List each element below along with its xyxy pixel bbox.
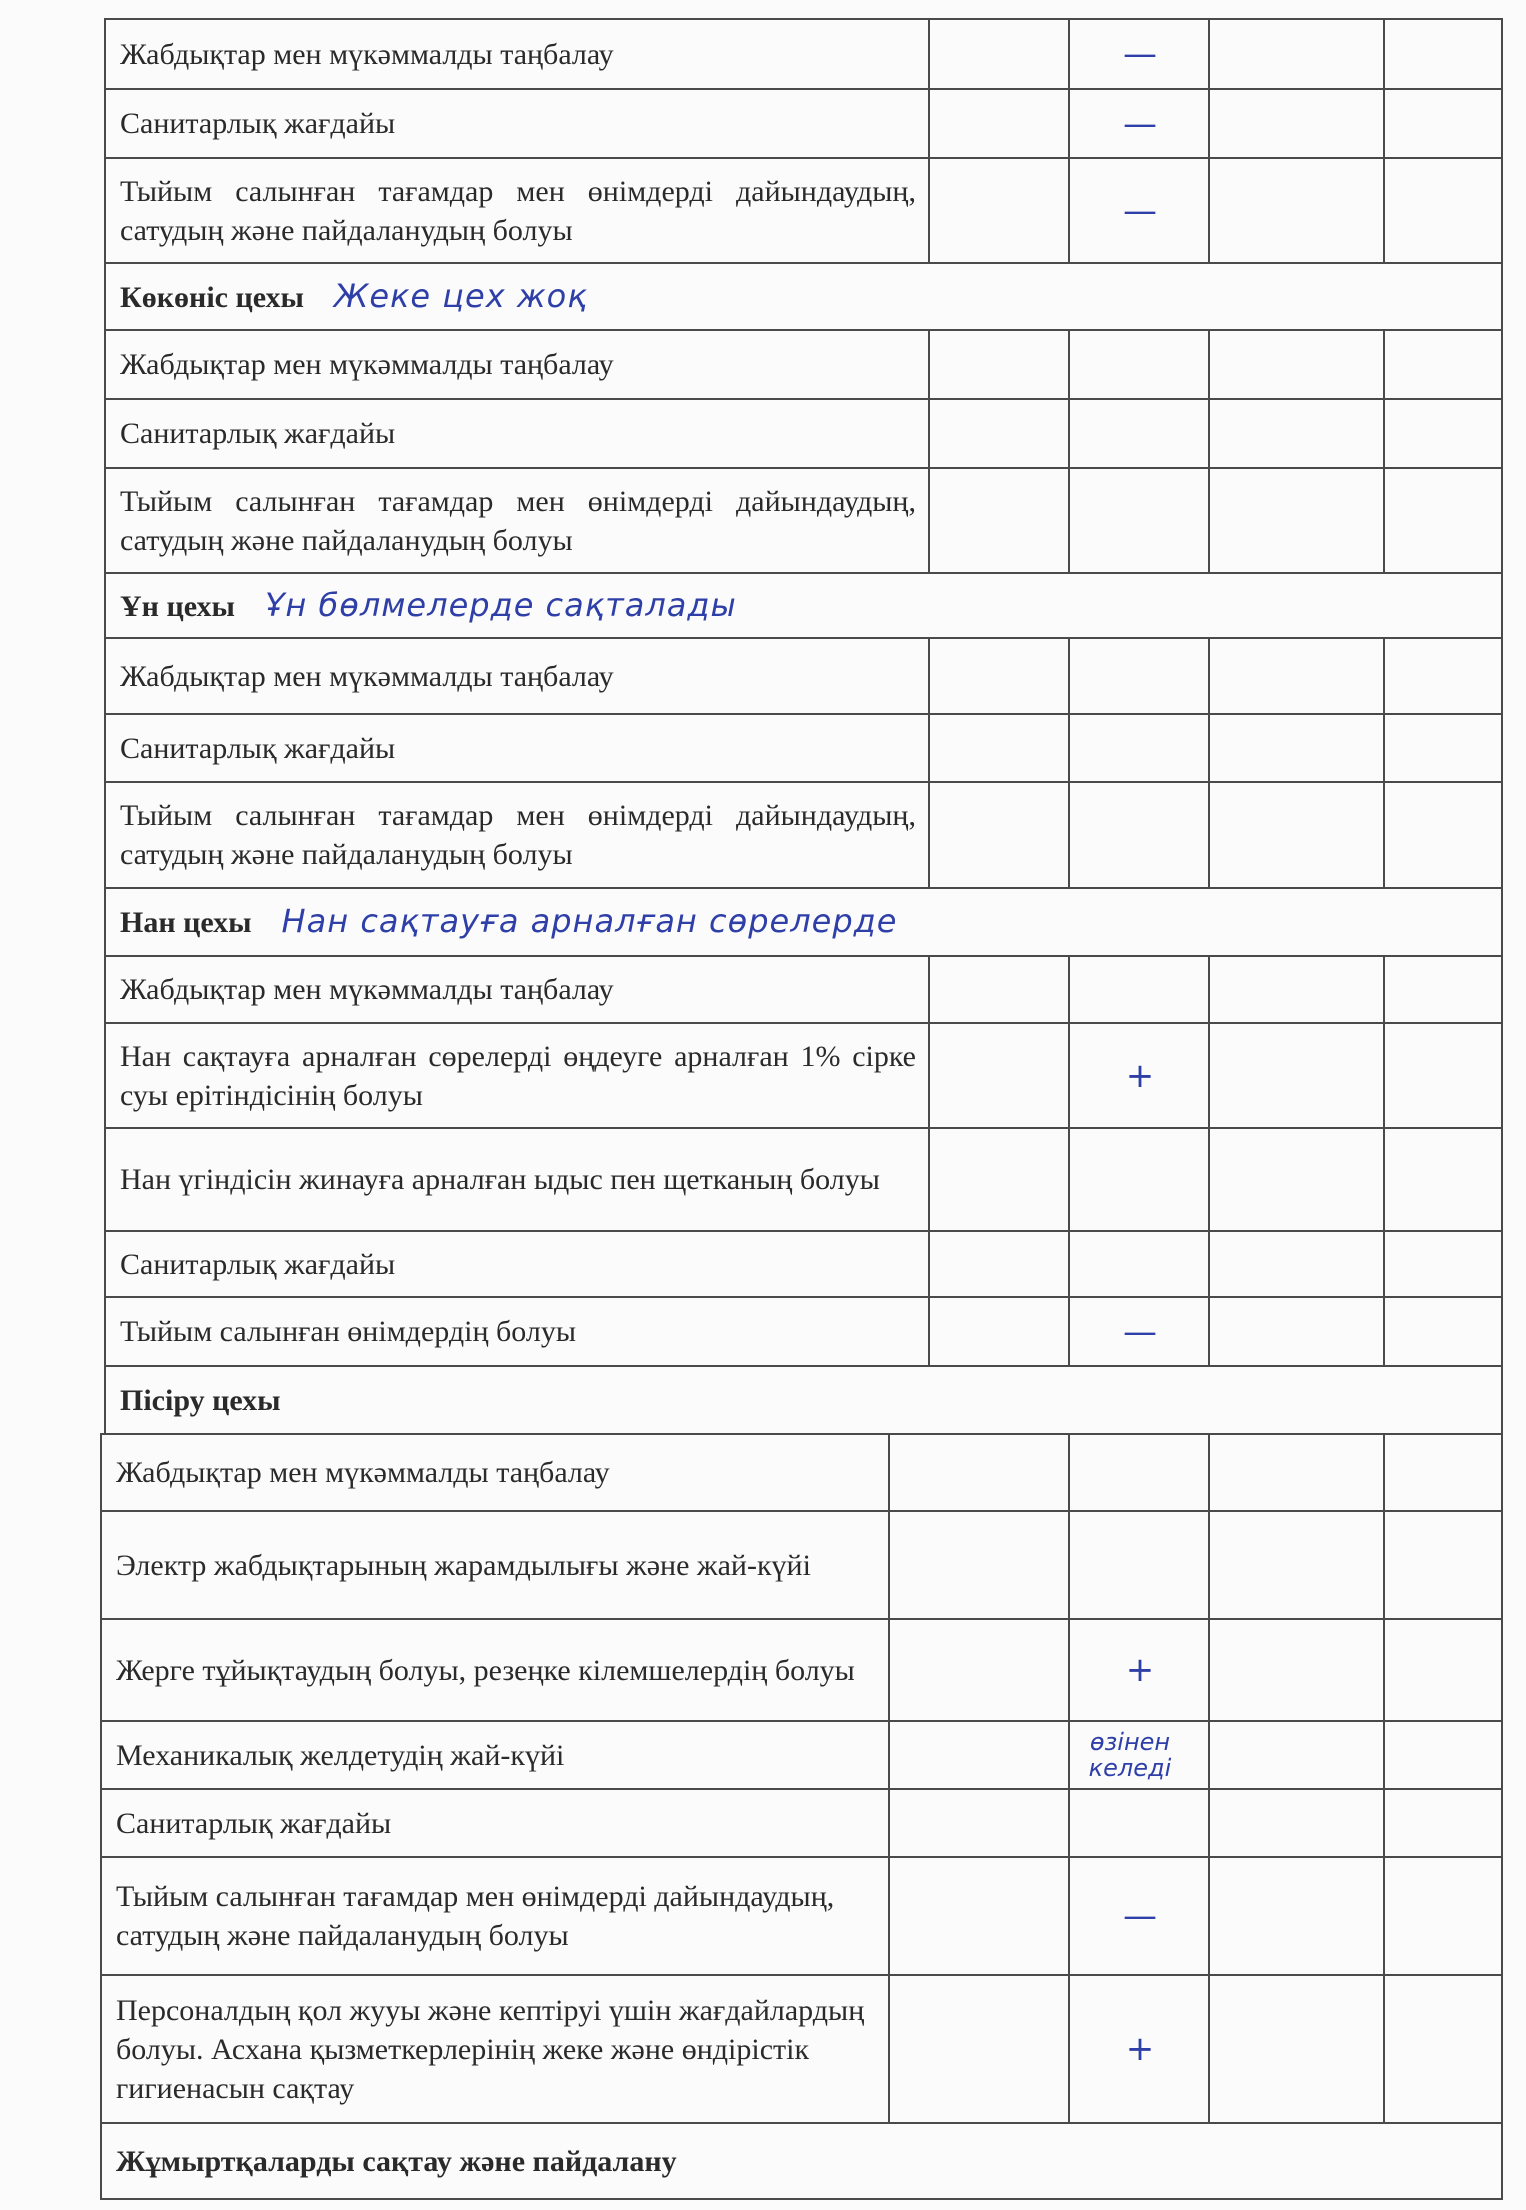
handwritten-note: Ұн бөлмелерде сақталады xyxy=(264,585,737,624)
checklist-row xyxy=(100,1618,1503,1720)
grid-column-line xyxy=(928,957,930,1022)
grid-column-line xyxy=(1383,1435,1385,1510)
grid-column-line xyxy=(1383,20,1385,88)
section-title: Нан цехы xyxy=(120,906,252,939)
criterion-text: Жабдықтар мен мүкәммалды таңбалау xyxy=(120,37,614,71)
grid-column-line xyxy=(1383,1024,1385,1127)
grid-column-line xyxy=(1383,1722,1385,1788)
criterion-text: Санитарлық жағдайы xyxy=(120,107,396,140)
criterion-label xyxy=(106,159,930,262)
criterion-label xyxy=(102,1435,890,1510)
grid-column-line xyxy=(1383,1512,1385,1618)
criterion-text: Механикалық желдетудің жай-күйі xyxy=(116,1738,565,1772)
criterion-text: Санитарлық жағдайы xyxy=(120,417,396,450)
section-row xyxy=(104,262,1503,329)
criterion-label xyxy=(106,20,930,88)
section-row xyxy=(104,1365,1503,1433)
criterion-label xyxy=(106,957,930,1022)
handwritten-mark: — xyxy=(1123,1896,1157,1936)
criterion-label xyxy=(106,715,930,781)
grid-column-line xyxy=(928,400,930,467)
criterion-text: Тыйым салынған тағамдар мен өнімдерді дайындаудың, сатудың және пайдаланудың болуы xyxy=(120,174,916,247)
handwritten-mark xyxy=(1070,783,1210,887)
checklist-row xyxy=(100,1433,1503,1510)
grid-column-line xyxy=(888,1435,890,1510)
handwritten-mark xyxy=(1070,1435,1210,1510)
handwritten-mark: + xyxy=(1125,1055,1155,1096)
section-heading xyxy=(106,889,1505,955)
section-row xyxy=(104,887,1503,955)
handwritten-mark xyxy=(1070,715,1210,781)
handwritten-mark xyxy=(1070,1232,1210,1296)
criterion-text: Санитарлық жағдайы xyxy=(116,1806,392,1840)
criterion-label xyxy=(106,639,930,713)
grid-column-line xyxy=(1208,1722,1210,1788)
grid-column-line xyxy=(928,20,930,88)
criterion-text: Санитарлық жағдайы xyxy=(120,1247,396,1281)
grid-column-line xyxy=(1383,331,1385,398)
criterion-text: Нан үгіндісін жинауға арналған ыдыс пен щетканың болуы xyxy=(120,1163,880,1196)
grid-column-line xyxy=(888,1512,890,1618)
section-heading xyxy=(106,1367,1505,1433)
grid-column-line xyxy=(928,1232,930,1296)
grid-column-line xyxy=(928,469,930,572)
criterion-label xyxy=(106,1129,930,1230)
grid-column-line xyxy=(1383,159,1385,262)
grid-column-line xyxy=(1383,1232,1385,1296)
handwritten-mark: — xyxy=(1123,34,1157,74)
grid-column-line xyxy=(928,1024,930,1127)
checklist-row xyxy=(104,1127,1503,1230)
handwritten-mark xyxy=(1070,957,1210,1022)
section-title: Пісіру цехы xyxy=(120,1383,281,1417)
checklist-row xyxy=(104,467,1503,572)
checklist-row xyxy=(100,1720,1503,1788)
checklist-row xyxy=(104,781,1503,887)
criterion-text: Нан сақтауға арналған сөрелерді өңдеуге арналған 1% сірке суы ерітіндісінің болуы xyxy=(120,1039,916,1112)
grid-column-line xyxy=(888,1790,890,1856)
criterion-label xyxy=(106,400,930,467)
grid-column-line xyxy=(888,1722,890,1788)
handwritten-mark: — xyxy=(1123,190,1157,231)
criterion-text: Жабдықтар мен мүкәммалды таңбалау xyxy=(116,1456,610,1489)
checklist-row xyxy=(104,329,1503,398)
criterion-text: Тыйым салынған тағамдар мен өнімдерді дайындаудың, сатудың және пайдаланудың болуы xyxy=(120,799,916,871)
criterion-text: Персоналдың қол жууы және кептіруі үшін жағдайлардың болуы. Асхана қызметкерлерінің жеке және өндірістік гигиенасын сақтау xyxy=(116,1993,865,2105)
grid-column-line xyxy=(928,331,930,398)
criterion-text: Жабдықтар мен мүкәммалды таңбалау xyxy=(120,973,614,1006)
grid-column-line xyxy=(1383,639,1385,713)
checklist-row xyxy=(104,1230,1503,1296)
section-row xyxy=(100,2122,1503,2200)
handwritten-mark xyxy=(1070,469,1210,572)
section-heading xyxy=(102,2124,1505,2198)
grid-column-line xyxy=(888,1858,890,1974)
handwritten-mark xyxy=(1070,400,1210,467)
handwritten-note: Жеке цех жоқ xyxy=(333,276,588,315)
criterion-label xyxy=(102,1722,890,1788)
criterion-text: Тыйым салынған тағамдар мен өнімдерді дайындаудың, сатудың және пайдаланудың болуы xyxy=(120,484,916,557)
criterion-text: Тыйым салынған өнімдердің болуы xyxy=(120,1315,577,1348)
criterion-label xyxy=(106,90,930,157)
grid-column-line xyxy=(928,1129,930,1230)
handwritten-mark xyxy=(1070,331,1210,398)
checklist-row xyxy=(100,1788,1503,1856)
criterion-text: Электр жабдықтарының жарамдылығы және жай-күйі xyxy=(116,1548,811,1582)
grid-column-line xyxy=(1383,1790,1385,1856)
criterion-label xyxy=(106,1298,930,1365)
handwritten-mark: — xyxy=(1123,103,1157,144)
checklist-row xyxy=(104,713,1503,781)
criterion-text: Жабдықтар мен мүкәммалды таңбалау xyxy=(120,348,614,381)
grid-column-line xyxy=(1383,957,1385,1022)
criterion-label xyxy=(106,1232,930,1296)
section-heading xyxy=(106,264,1505,329)
grid-column-line xyxy=(1383,1298,1385,1365)
grid-column-line xyxy=(928,159,930,262)
criterion-label xyxy=(102,1858,890,1974)
handwritten-mark: + xyxy=(1125,1650,1155,1690)
criterion-label xyxy=(106,1024,930,1127)
grid-column-line xyxy=(1383,1620,1385,1720)
grid-column-line xyxy=(1383,715,1385,781)
checklist-row xyxy=(104,88,1503,157)
criterion-label xyxy=(102,1512,890,1618)
grid-column-line xyxy=(1383,90,1385,157)
section-heading xyxy=(106,574,1505,637)
grid-column-line xyxy=(928,715,930,781)
grid-column-line xyxy=(928,90,930,157)
grid-column-line xyxy=(888,1620,890,1720)
handwritten-mark xyxy=(1070,639,1210,713)
handwritten-mark xyxy=(1070,1512,1210,1618)
checklist-row xyxy=(104,18,1503,88)
grid-column-line xyxy=(1383,469,1385,572)
criterion-label xyxy=(106,469,930,572)
criterion-label xyxy=(102,1976,890,2122)
handwritten-mark: — xyxy=(1123,1311,1157,1352)
criterion-label xyxy=(106,331,930,398)
checklist-row xyxy=(100,1974,1503,2122)
grid-column-line xyxy=(928,1298,930,1365)
checklist-row xyxy=(100,1510,1503,1618)
section-title: Жұмыртқаларды сақтау және пайдалану xyxy=(116,2144,677,2178)
criterion-label xyxy=(102,1620,890,1720)
criterion-label xyxy=(102,1790,890,1856)
handwritten-mark: + xyxy=(1125,2029,1155,2069)
criterion-text: Жерге тұйықтаудың болуы, резеңке кілемшелердің болуы xyxy=(116,1653,855,1687)
checklist-row xyxy=(100,1856,1503,1974)
grid-column-line xyxy=(1383,1976,1385,2122)
checklist-row xyxy=(104,955,1503,1022)
grid-column-line xyxy=(1383,1858,1385,1974)
criterion-label xyxy=(106,783,930,887)
criterion-text: Жабдықтар мен мүкәммалды таңбалау xyxy=(120,659,614,693)
grid-column-line xyxy=(1383,1129,1385,1230)
handwritten-note: Нан сақтауға арналған сөрелерде xyxy=(281,902,898,940)
grid-column-line xyxy=(888,1976,890,2122)
section-title: Ұн цехы xyxy=(120,589,235,623)
checklist-row xyxy=(104,637,1503,713)
handwritten-mark xyxy=(1070,1790,1210,1856)
grid-column-line xyxy=(1383,783,1385,887)
checklist-row xyxy=(104,1296,1503,1365)
checklist-row xyxy=(104,398,1503,467)
grid-column-line xyxy=(928,783,930,887)
section-row xyxy=(104,572,1503,637)
criterion-text: Санитарлық жағдайы xyxy=(120,731,396,765)
checklist-row xyxy=(104,1022,1503,1127)
grid-column-line xyxy=(1383,400,1385,467)
grid-column-line xyxy=(928,639,930,713)
handwritten-mark xyxy=(1070,1129,1210,1230)
checklist-row xyxy=(104,157,1503,262)
section-title: Көкөніс цехы xyxy=(120,280,304,314)
handwritten-mark: өзінен келеді xyxy=(1088,1728,1172,1782)
criterion-text: Тыйым салынған тағамдар мен өнімдерді дайындаудың, сатудың және пайдаланудың болуы xyxy=(116,1880,835,1952)
